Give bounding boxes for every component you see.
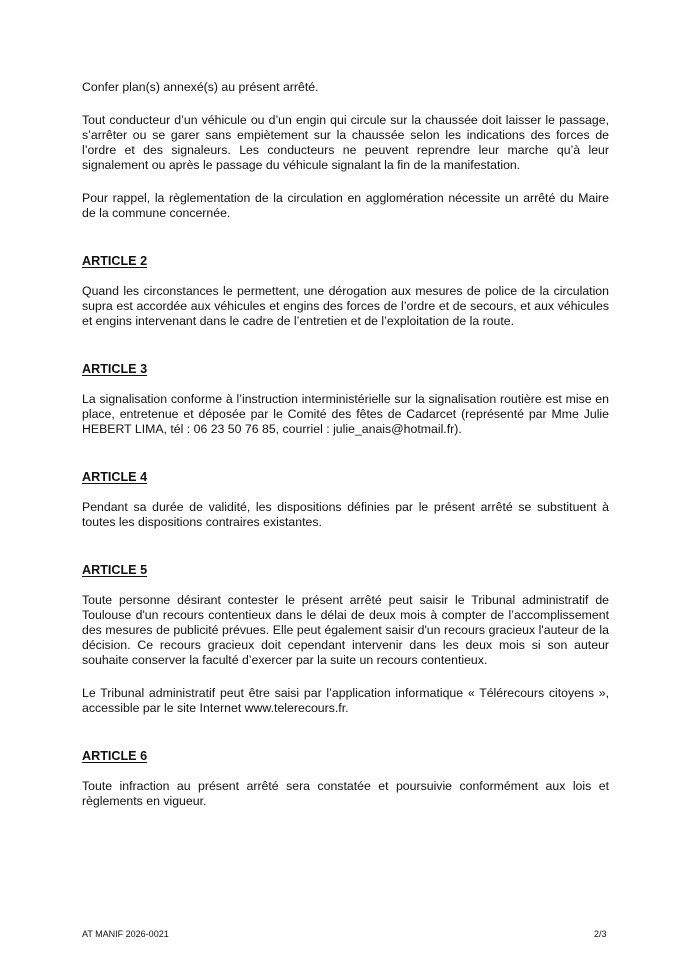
paragraph-driver-obligations: Tout conducteur d’un véhicule ou d’un engin qui circule sur la chaussée doit laisser le passage, s’arrêter ou se garer sans empiètement sur la chaussée selon les indications des forces de l’ordre et des signaleurs. Les conducteurs ne peuvent reprendre leur marche qu’à leur signalement ou après le passage du véhicule signalant la fin de la manifestation. [82,113,609,172]
article-5-heading: ARTICLE 5 [82,563,148,577]
article-2-heading: ARTICLE 2 [82,254,148,268]
paragraph-agglomeration-reminder: Pour rappel, la règlementation de la circulation en agglomération nécessite un arrêté du Maire de la commune concernée. [82,191,609,220]
paragraph-plan-reference: Confer plan(s) annexé(s) au présent arrêté. [82,80,319,94]
article-4-heading: ARTICLE 4 [82,470,148,484]
document-page [82,80,609,809]
article-3-paragraph: La signalisation conforme à l’instruction interministérielle sur la signalisation routière est mise en place, entretenue et déposée par le Comité des fêtes de Cadarcet (représenté par Mme Julie HEBERT LIMA, tél : 06 23 50 76 85, courriel : julie_anais@hotmail.fr). [82,392,609,436]
article-6-paragraph: Toute infraction au présent arrêté sera constatée et poursuivie conformément aux lois et règlements en vigueur. [82,779,609,808]
article-3-heading: ARTICLE 3 [82,362,148,376]
footer-page-number: 2/3 [594,929,607,939]
article-6-heading: ARTICLE 6 [82,749,148,763]
article-5-paragraph-telerecours: Le Tribunal administratif peut être saisi par l’application informatique « Télérecours citoyens », accessible par le site Internet www.telerecours.fr. [82,686,609,715]
article-4-paragraph: Pendant sa durée de validité, les dispositions définies par le présent arrêté se substituent à toutes les dispositions contraires existantes. [82,500,609,529]
article-2-paragraph: Quand les circonstances le permettent, une dérogation aux mesures de police de la circulation supra est accordée aux véhicules et engins des forces de l’ordre et de secours, et aux véhicules et engins intervenant dans le cadre de l’entretien et de l’exploitation de la route. [82,284,609,328]
footer-reference: AT MANIF 2026-0021 [82,929,169,939]
article-5-paragraph-appeal: Toute personne désirant contester le présent arrêté peut saisir le Tribunal administratif de Toulouse d'un recours contentieux dans le délai de deux mois à compter de l’accomplissement des mesures de publicité prévues. Elle peut également saisir d'un recours gracieux l'auteur de la décision. Ce recours gracieux doit cependant intervenir dans les deux mois si son auteur souhaite conserver la faculté d’exercer par la suite un recours contentieux. [82,593,609,667]
